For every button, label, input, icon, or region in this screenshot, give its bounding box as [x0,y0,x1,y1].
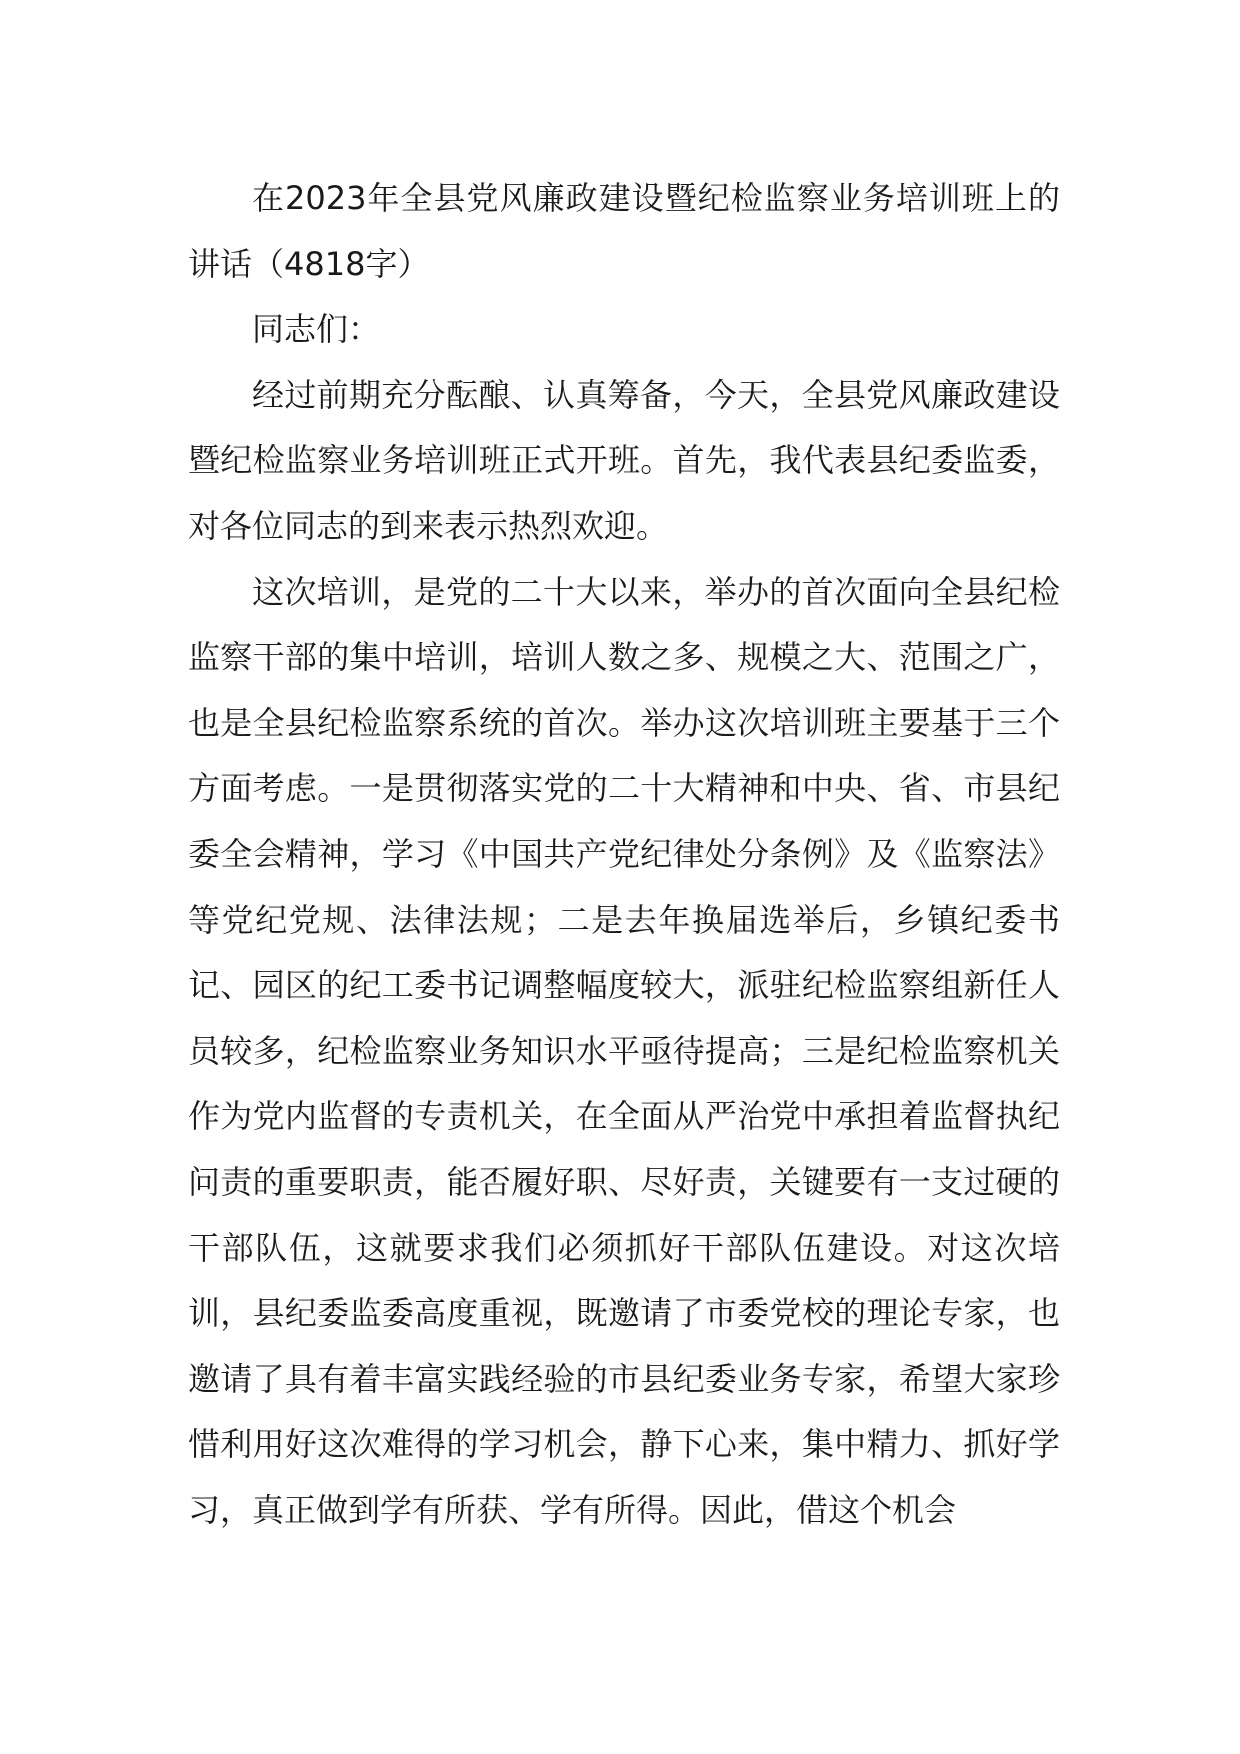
salutation: 同志们： [252,310,381,349]
document-body [188,166,1060,1543]
speech-title: 在2023年全县党风廉政建设暨纪检监察业务培训班上的讲话（4818字） [188,179,1060,283]
paragraph-opening: 经过前期充分酝酿、认真筹备，今天，全县党风廉政建设暨纪检监察业务培训班正式开班。首先，我代表县纪委监委，对各位同志的到来表示热烈欢迎。 [188,375,1060,545]
paragraph-training-background: 这次培训，是党的二十大以来，举办的首次面向全县纪检监察干部的集中培训，培训人数之多、规模之大、范围之广，也是全县纪检监察系统的首次。举办这次培训班主要基于三个方面考虑。一是贯彻落实党的二十大精神和中央、省、市县纪委全会精神，学习《中国共产党纪律处分条例》及《监察法》等党纪党规、法律法规；二是去年换届选举后，乡镇纪委书记、园区的纪工委书记调整幅度较大，派驻纪检监察组新任人员较多，纪检监察业务知识水平亟待提高；三是纪检监察机关作为党内监督的专责机关，在全面从严治党中承担着监督执纪问责的重要职责，能否履好职、尽好责，关键要有一支过硬的干部队伍，这就要求我们必须抓好干部队伍建设。对这次培训，县纪委监委高度重视，既邀请了市委党校的理论专家，也邀请了具有着丰富实践经验的市县纪委业务专家，希望大家珍惜利用好这次难得的学习机会，静下心来，集中精力、抓好学习，真正做到学有所获、学有所得。因此，借这个机会 [188,572,1060,1529]
